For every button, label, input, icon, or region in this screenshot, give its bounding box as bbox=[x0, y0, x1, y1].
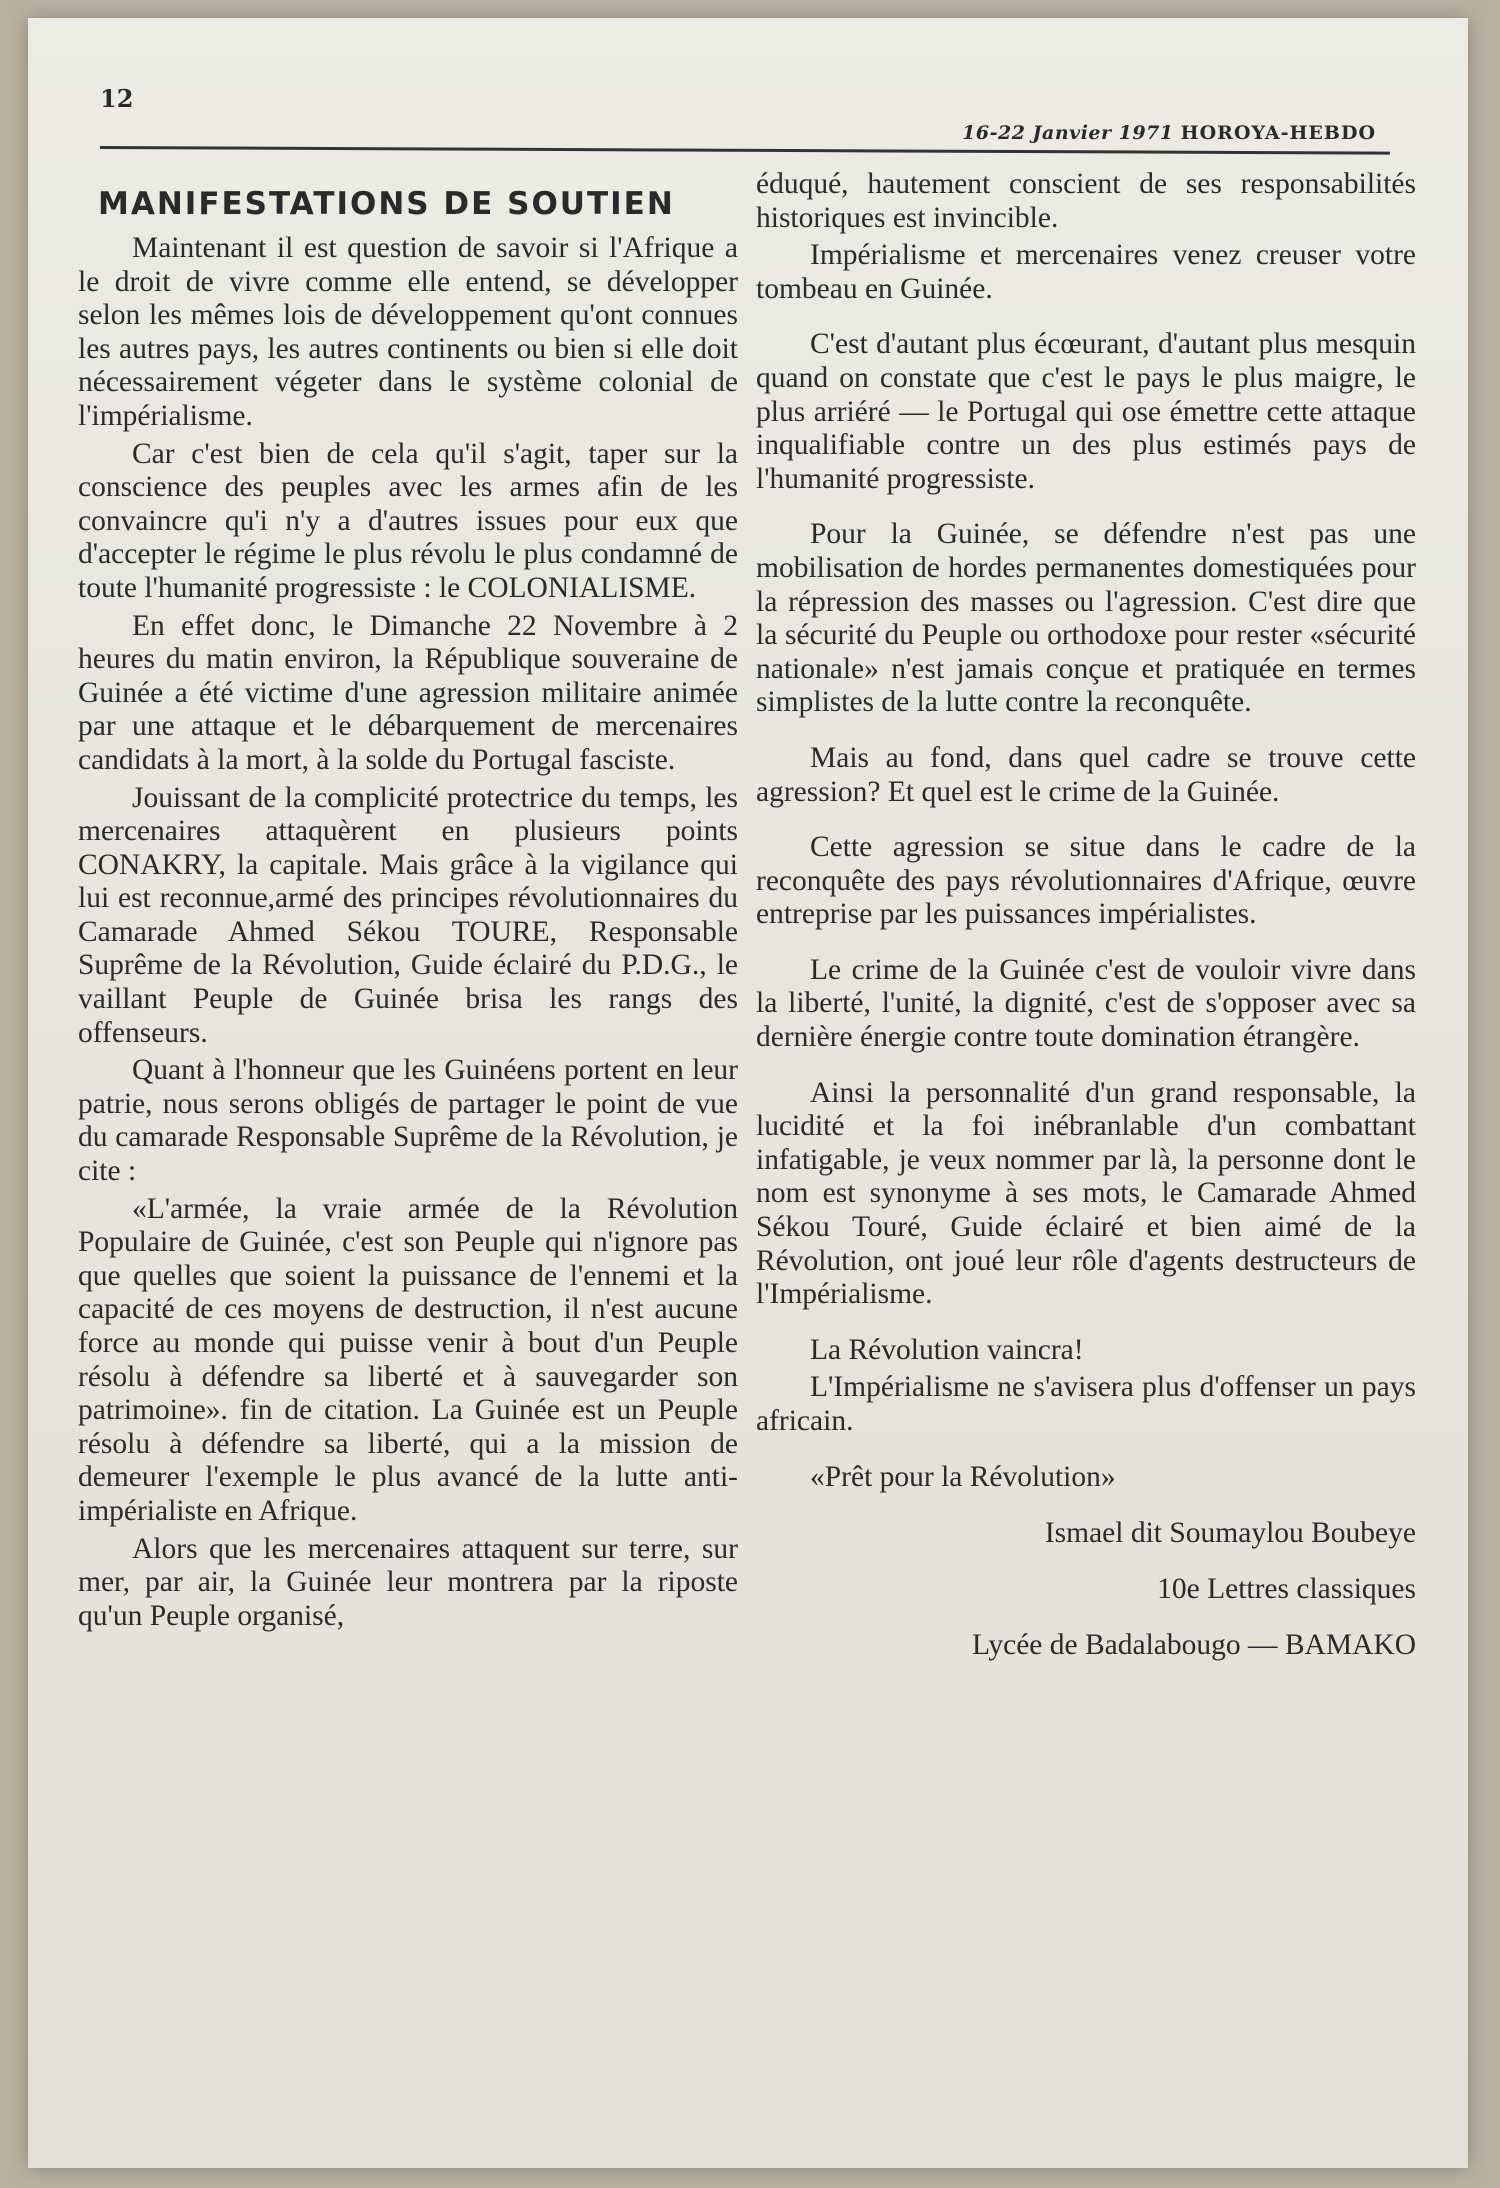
header-rule bbox=[100, 146, 1390, 155]
closing-slogan: «Prêt pour la Révolution» bbox=[810, 1460, 1116, 1493]
paragraph: Impérialisme et mercenaires venez creuser votre tombeau en Guinée. bbox=[756, 239, 1416, 305]
paragraph: Quant à l'honneur que les Guinéens portent en leur patrie, nous serons obligés de partager le point de vue du camarade Responsable Suprême de la Révolution, je cite : bbox=[78, 1054, 738, 1188]
paragraph: Jouissant de la complicité protectrice du temps, les mercenaires attaquèrent en plusieurs points CONAKRY, la capitale. Mais grâce à la vigilance qui lui est reconnue,armé des principes révolutionnaires du Camarade Ahmed Sékou TOURE, Responsable Suprême de la Révolution, Guide éclairé du P.D.G., le vaillant Peuple de Guinée brisa les rangs des offenseurs. bbox=[78, 781, 738, 1049]
paragraph: «L'armée, la vraie armée de la Révolution Populaire de Guinée, c'est son Peuple qui n'ignore pas que quelles que soient la puissance de l'ennemi et la capacité de ces moyens de destruction, il n'est aucune force au monde qui puisse venir à bout d'un Peuple résolu à défendre sa liberté et à sauvegarder son patrimoine». fin de citation. La Guinée est un Peuple résolu à défendre sa liberté, qui a la mission de demeurer l'exemple le plus avancé de la lutte anti-impérialiste en Afrique. bbox=[78, 1192, 738, 1527]
paragraph: L'Impérialisme ne s'avisera plus d'offenser un pays africain. bbox=[756, 1371, 1416, 1437]
paragraph: Mais au fond, dans quel cadre se trouve cette agression? Et quel est le crime de la Guinée. bbox=[756, 741, 1416, 808]
author-class: 10e Lettres classiques bbox=[1157, 1573, 1416, 1606]
paragraph: Le crime de la Guinée c'est de vouloir vivre dans la liberté, l'unité, la dignité, c'est de s'opposer avec sa dernière énergie contre toute domination étrangère. bbox=[756, 953, 1416, 1054]
article-title: MANIFESTATIONS DE SOUTIEN bbox=[98, 186, 675, 222]
paragraph: En effet donc, le Dimanche 22 Novembre à 2 heures du matin environ, la République souveraine de Guinée a été victime d'une agression militaire animée par une attaque et le débarquement de mercenaires candidats à la mort, à la solde du Portugal fasciste. bbox=[78, 609, 738, 776]
paragraph: Car c'est bien de cela qu'il s'agit, taper sur la conscience des peuples avec les armes afin de les convaincre qu'i n'y a d'autres issues pour eux que d'accepter le régime le plus révolu le plus condamné de toute l'humanité progressiste : le COLONIALISME. bbox=[78, 437, 738, 604]
author-name: Ismael dit Soumaylou Boubeye bbox=[1044, 1517, 1416, 1550]
right-column bbox=[756, 168, 1416, 1684]
paragraph: C'est d'autant plus écœurant, d'autant plus mesquin quand on constate que c'est le pays le plus maigre, le plus arriéré — le Portugal qui ose émettre cette attaque inqualifiable contre un des plus estimés pays de l'humanité progressiste. bbox=[756, 328, 1416, 495]
paragraph: Cette agression se situe dans le cadre de la reconquête des pays révolutionnaires d'Afrique, œuvre entreprise par les puissances impérialistes. bbox=[756, 831, 1416, 931]
paragraph: Ainsi la personnalité d'un grand responsable, la lucidité et la foi inébranlable d'un combattant infatigable, je veux nommer par là, la personne dont le nom est synonyme à ses mots, le Camarade Ahmed Sékou Touré, Guide éclairé et bien aimé de la Révolution, ont joué leur rôle d'agents destructeurs de l'Impérialisme. bbox=[756, 1076, 1416, 1311]
paragraph: La Révolution vaincra! bbox=[810, 1333, 1084, 1366]
masthead bbox=[962, 122, 1376, 144]
page-number: 12 bbox=[100, 84, 134, 113]
paragraph: Maintenant il est question de savoir si l'Afrique a le droit de vivre comme elle entend, se développer selon les mêmes lois de développement qu'ont connues les autres pays, les autres continents ou bien si elle doit nécessairement végeter dans le système colonial de l'impérialisme. bbox=[78, 232, 738, 432]
paragraph: Alors que les mercenaires attaquent sur terre, sur mer, par air, la Guinée leur montrera par la riposte qu'un Peuple organisé, bbox=[78, 1532, 738, 1632]
author-school: Lycée de Badalabougo — BAMAKO bbox=[971, 1629, 1416, 1662]
newspaper-page bbox=[28, 18, 1468, 2168]
left-column bbox=[78, 168, 738, 1637]
paragraph: Pour la Guinée, se défendre n'est pas une mobilisation de hordes permanentes domestiquées pour la répression des masses ou l'agression. C'est dire que la sécurité du Peuple ou orthodoxe pour rester «sécurité nationale» n'est jamais conçue et pratiquée en termes simplistes de la lutte contre la reconquête. bbox=[756, 518, 1416, 719]
paragraph: éduqué, hautement conscient de ses responsabilités historiques est invincible. bbox=[756, 168, 1416, 234]
issue-date: 16-22 Janvier 1971 bbox=[962, 122, 1174, 144]
newspaper-name: HOROYA-HEBDO bbox=[1180, 122, 1376, 144]
